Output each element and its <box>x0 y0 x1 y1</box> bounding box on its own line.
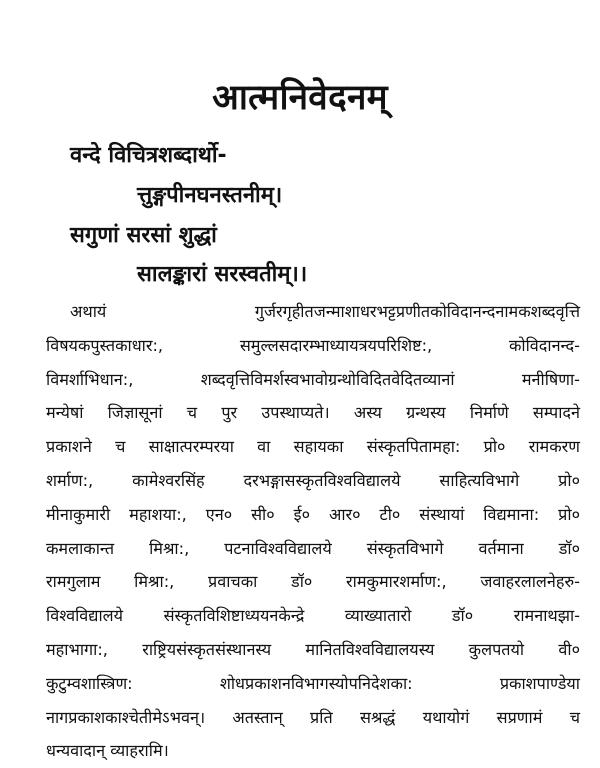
verse-line-3: सगुणां सरसां शुद्धां <box>70 223 217 248</box>
prose-line: महाभागा:, राष्ट्रियसंस्कृतसंस्थानस्य मानितविश्वविद्यालयस्य कुलपतयो वी० <box>46 639 580 659</box>
prose-line: कुटुम्वशास्त्रिण: शोधप्रकाशनविभागस्योपनिदेशका: प्रकाशपाण्डेया <box>46 673 580 693</box>
prose-line: प्रकाशने च साक्षात्परम्परया वा सहायका संस्कृतपितामहा: प्रो० रामकरण <box>46 437 580 457</box>
prose-line: विश्वविद्यालये संस्कृतविशिष्टाध्ययनकेन्द्रे व्याख्यातारो डॉ० रामनाथझा- <box>46 606 580 626</box>
verse-line-4: सालङ्कारां सरस्वतीम्।। <box>137 262 308 287</box>
prose-line: अथायं गुर्जरगृहीतजन्माशाधरभट्टप्रणीतकोविदानन्दनामकशब्दवृत्ति <box>70 302 580 321</box>
prose-line: विषयकपुस्तकाधार:, समुल्लसदारम्भाध्यायत्रयपरिशिष्ट:, कोविदानन्द- <box>46 335 580 355</box>
prose-line: विमर्शाभिधान:, शब्दवृत्तिविमर्शस्वभावोग्रन्थोविदितवेदितव्यानां मनीषिणा- <box>46 369 580 389</box>
prose-line: नागप्रकाशकाश्चेतीमेऽभवन्। अतस्तान् प्रति सश्रद्धं यथायोगं सप्रणामं च <box>46 707 580 727</box>
page-title: आत्मनिवेदनम् <box>212 78 388 118</box>
verse-line-1: वन्दे विचित्रशब्दार्थो- <box>70 143 227 168</box>
verse-line-2: त्तुङ्गपीनघनस्तनीम्। <box>137 183 283 208</box>
prose-line: रामगुलाम मिश्रा:, प्रवाचका डॉ० रामकुमारशर्माण:, जवाहरलालनेहरु- <box>46 572 580 592</box>
prose-paragraph <box>46 295 580 768</box>
prose-line: शर्माण:, कामेश्वरसिंह दरभङ्गासस्कृतविश्वविद्यालये साहित्यविभागे प्रो० <box>46 470 580 490</box>
prose-line: मन्येषां जिज्ञासूनां च पुर उपस्थाप्यते। अस्य ग्रन्थस्य निर्माणे सम्पादने <box>46 403 580 423</box>
prose-line: कमलाकान्त मिश्रा:, पटनाविश्वविद्यालये संस्कृतविभागे वर्तमाना डॉ० <box>46 538 580 558</box>
prose-line: मीनाकुमारी महाशया:, एन० सी० ई० आर० टी० संस्थायां विद्यमाना: प्रो० <box>46 504 580 524</box>
prose-line: धन्यवादान् व्याहरामि। <box>46 741 169 761</box>
